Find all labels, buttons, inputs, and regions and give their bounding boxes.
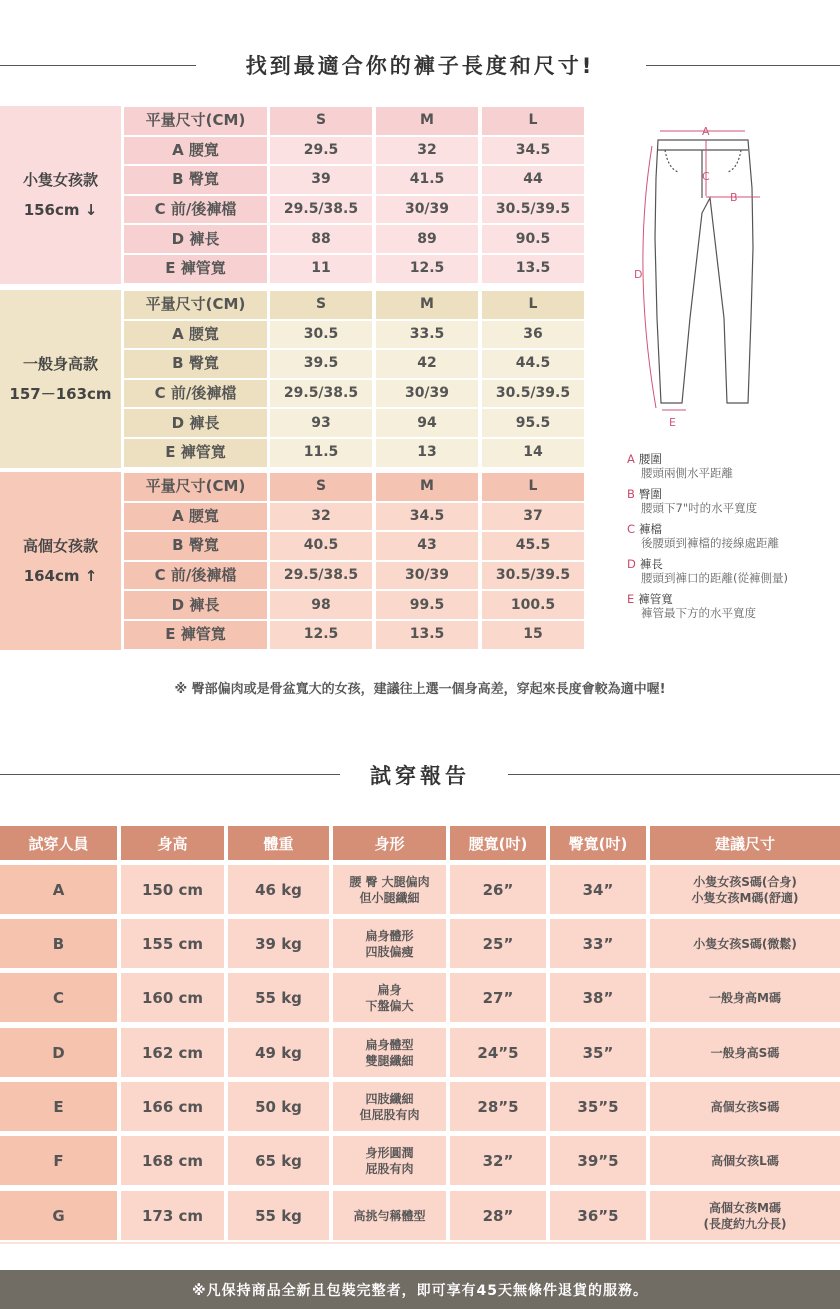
report-cell-weight: 55 kg — [228, 973, 329, 1022]
report-cell-id: G — [0, 1191, 117, 1240]
size-value-cell: 89 — [376, 225, 478, 253]
size-value-cell: 13.5 — [376, 621, 478, 649]
size-value-cell: 30.5/39.5 — [482, 196, 584, 224]
size-value-cell: 37 — [482, 503, 584, 531]
report-cell-hip: 34” — [550, 865, 646, 914]
report-cell-weight: 39 kg — [228, 919, 329, 968]
report-cell-line: 高個女孩M碼 — [709, 1200, 781, 1215]
size-value-cell: 42 — [376, 350, 478, 378]
report-cell-height: 150 cm — [121, 865, 224, 914]
size-group-height: 164cm ↑ — [23, 566, 98, 585]
report-title: 試穿報告 — [370, 764, 470, 788]
size-header-cell: 平量尺寸(CM) — [124, 107, 267, 135]
report-cell-weight: 46 kg — [228, 865, 329, 914]
diagram-label-c: C — [702, 170, 710, 183]
size-value-cell: 90.5 — [482, 225, 584, 253]
size-value-cell: 29.5/38.5 — [270, 196, 372, 224]
size-value-cell: 44.5 — [482, 350, 584, 378]
size-value-cell: 34.5 — [482, 137, 584, 165]
report-cell-hip: 33” — [550, 919, 646, 968]
size-header-cell: M — [376, 107, 478, 135]
report-cell-line: 小隻女孩S碼(合身) — [693, 874, 797, 889]
report-cell-hip: 35” — [550, 1028, 646, 1077]
size-value-cell: 11 — [270, 255, 372, 283]
size-header-cell: 平量尺寸(CM) — [124, 473, 267, 501]
measure-label-cell: A 腰寬 — [124, 137, 267, 165]
size-value-cell: 15 — [482, 621, 584, 649]
size-value-cell: 11.5 — [270, 439, 372, 467]
report-cell-size — [650, 1028, 840, 1077]
report-cell-line: 但屁股有肉 — [359, 1107, 420, 1122]
report-cell-weight: 50 kg — [228, 1082, 329, 1131]
size-value-cell: 100.5 — [482, 591, 584, 619]
report-header-cell: 腰寬(吋) — [450, 826, 546, 860]
size-header-cell: M — [376, 291, 478, 319]
report-cell-waist: 25” — [450, 919, 546, 968]
report-cell-id: D — [0, 1028, 117, 1077]
report-header-cell: 臀寬(吋) — [550, 826, 646, 860]
size-value-cell: 99.5 — [376, 591, 478, 619]
size-value-cell: 13 — [376, 439, 478, 467]
size-value-cell: 39.5 — [270, 350, 372, 378]
report-cell-waist: 28”5 — [450, 1082, 546, 1131]
report-cell-height: 173 cm — [121, 1191, 224, 1240]
size-value-cell: 88 — [270, 225, 372, 253]
report-header-cell: 身形 — [333, 826, 446, 860]
size-header-cell: S — [270, 473, 372, 501]
return-policy-footer: ※凡保持商品全新且包裝完整者，即可享有45天無條件退貨的服務。 — [0, 1270, 840, 1309]
size-value-cell: 13.5 — [482, 255, 584, 283]
report-cell-line: 雙腿纖細 — [365, 1053, 414, 1068]
report-cell-line: 但小腿纖細 — [359, 890, 420, 905]
report-cell-height: 162 cm — [121, 1028, 224, 1077]
size-value-cell: 98 — [270, 591, 372, 619]
measure-label-cell: E 褲管寬 — [124, 621, 267, 649]
size-value-cell: 43 — [376, 532, 478, 560]
report-cell-hip: 38” — [550, 973, 646, 1022]
measure-label-cell: B 臀寬 — [124, 532, 267, 560]
report-cell-line: 小隻女孩M碼(舒適) — [691, 890, 799, 905]
measure-label-cell: D 褲長 — [124, 225, 267, 253]
size-group-label — [0, 472, 121, 650]
report-cell-line: 小隻女孩S碼(微鬆) — [693, 936, 797, 951]
measure-label-cell: B 臀寬 — [124, 350, 267, 378]
diagram-label-a: A — [702, 125, 710, 138]
size-header-cell: L — [482, 107, 584, 135]
size-value-cell: 45.5 — [482, 532, 584, 560]
report-cell-waist: 26” — [450, 865, 546, 914]
report-cell-waist: 28” — [450, 1191, 546, 1240]
size-value-cell: 12.5 — [376, 255, 478, 283]
report-cell-line: 扁身體型 — [365, 1037, 414, 1052]
legend-item-b: B 臀圍 腰頭下7"吋的水平寬度 — [627, 487, 758, 515]
size-group-name: 高個女孩款 — [22, 536, 98, 555]
report-cell-shape — [333, 919, 446, 968]
size-group-label — [0, 106, 121, 284]
report-cell-line: 扁身 — [377, 982, 402, 997]
size-value-cell: 29.5/38.5 — [270, 380, 372, 408]
report-cell-size — [650, 1191, 840, 1240]
legend-item-d: D 褲長 腰頭到褲口的距離(從褲側量) — [627, 557, 788, 585]
report-cell-line: 一般身高S碼 — [710, 1045, 780, 1060]
report-cell-waist: 32” — [450, 1136, 546, 1185]
size-value-cell: 12.5 — [270, 621, 372, 649]
measure-label-cell: C 前/後褲檔 — [124, 196, 267, 224]
size-value-cell: 30.5/39.5 — [482, 562, 584, 590]
report-cell-size — [650, 1082, 840, 1131]
size-value-cell: 93 — [270, 409, 372, 437]
report-cell-line: 腰 臀 大腿偏肉 — [349, 874, 430, 889]
size-group-height: 157－163cm — [9, 384, 112, 403]
legend-item-a: A 腰圍 腰頭兩側水平距離 — [627, 452, 733, 480]
report-cell-line: 高挑勻稱體型 — [353, 1208, 426, 1223]
size-value-cell: 30.5 — [270, 321, 372, 349]
size-header-cell: L — [482, 291, 584, 319]
diagram-label-d: D — [634, 268, 643, 281]
size-value-cell: 34.5 — [376, 503, 478, 531]
report-cell-shape — [333, 1136, 446, 1185]
diagram-label-e: E — [669, 416, 676, 429]
report-cell-line: 高個女孩L碼 — [711, 1153, 779, 1168]
size-value-cell: 94 — [376, 409, 478, 437]
size-value-cell: 32 — [376, 137, 478, 165]
report-cell-weight: 55 kg — [228, 1191, 329, 1240]
measure-label-cell: A 腰寬 — [124, 503, 267, 531]
size-value-cell: 44 — [482, 166, 584, 194]
report-cell-line: 高個女孩S碼 — [710, 1099, 780, 1114]
size-value-cell: 36 — [482, 321, 584, 349]
size-header-cell: S — [270, 291, 372, 319]
size-value-cell: 32 — [270, 503, 372, 531]
measure-label-cell: A 腰寬 — [124, 321, 267, 349]
report-cell-shape — [333, 973, 446, 1022]
size-value-cell: 30/39 — [376, 562, 478, 590]
size-value-cell: 30.5/39.5 — [482, 380, 584, 408]
report-cell-size — [650, 919, 840, 968]
size-group-name: 一般身高款 — [22, 354, 98, 373]
report-bottom-band — [0, 1242, 840, 1244]
report-cell-shape — [333, 1028, 446, 1077]
report-cell-size — [650, 973, 840, 1022]
report-cell-waist: 27” — [450, 973, 546, 1022]
measure-label-cell: E 褲管寬 — [124, 439, 267, 467]
report-cell-hip: 39”5 — [550, 1136, 646, 1185]
report-cell-line: 屁股有肉 — [365, 1161, 414, 1176]
report-cell-height: 155 cm — [121, 919, 224, 968]
report-cell-weight: 65 kg — [228, 1136, 329, 1185]
measure-label-cell: E 褲管寬 — [124, 255, 267, 283]
size-value-cell: 41.5 — [376, 166, 478, 194]
size-header-cell: L — [482, 473, 584, 501]
report-cell-waist: 24”5 — [450, 1028, 546, 1077]
report-cell-id: B — [0, 919, 117, 968]
report-cell-height: 160 cm — [121, 973, 224, 1022]
measure-label-cell: C 前/後褲檔 — [124, 562, 267, 590]
report-cell-line: 一般身高M碼 — [709, 990, 781, 1005]
report-cell-hip: 35”5 — [550, 1082, 646, 1131]
measurement-legend — [627, 452, 788, 620]
report-cell-line: (長度約九分長) — [703, 1216, 787, 1231]
measure-label-cell: C 前/後褲檔 — [124, 380, 267, 408]
report-cell-height: 168 cm — [121, 1136, 224, 1185]
size-header-cell: 平量尺寸(CM) — [124, 291, 267, 319]
report-cell-line: 四肢纖細 — [365, 1091, 414, 1106]
report-cell-hip: 36”5 — [550, 1191, 646, 1240]
report-cell-line: 四肢偏瘦 — [365, 944, 414, 959]
report-cell-id: C — [0, 973, 117, 1022]
report-cell-height: 166 cm — [121, 1082, 224, 1131]
report-cell-id: E — [0, 1082, 117, 1131]
size-value-cell: 30/39 — [376, 380, 478, 408]
legend-item-c: C 褲檔 後腰頭到褲檔的接線處距離 — [627, 522, 779, 550]
size-value-cell: 95.5 — [482, 409, 584, 437]
size-value-cell: 14 — [482, 439, 584, 467]
report-cell-shape — [333, 865, 446, 914]
report-cell-id: F — [0, 1136, 117, 1185]
pants-measurement-diagram — [620, 118, 780, 438]
legend-item-e: E 褲管寬 褲管最下方的水平寬度 — [627, 592, 756, 620]
measure-label-cell: D 褲長 — [124, 409, 267, 437]
size-section-title: 找到最適合你的褲子長度和尺寸! — [245, 54, 595, 78]
report-header-cell: 建議尺寸 — [650, 826, 840, 860]
size-group-label — [0, 290, 121, 468]
report-cell-shape — [333, 1082, 446, 1131]
report-cell-id: A — [0, 865, 117, 914]
size-header-cell: M — [376, 473, 478, 501]
diagram-label-b: B — [730, 191, 738, 204]
report-header-cell: 身高 — [121, 826, 224, 860]
size-value-cell: 29.5/38.5 — [270, 562, 372, 590]
size-group-name: 小隻女孩款 — [22, 170, 98, 189]
report-cell-line: 身形圓潤 — [365, 1145, 414, 1160]
measure-label-cell: B 臀寬 — [124, 166, 267, 194]
size-value-cell: 33.5 — [376, 321, 478, 349]
report-cell-line: 扁身體形 — [365, 928, 414, 943]
report-header-cell: 體重 — [228, 826, 329, 860]
size-note: ※ 臀部偏肉或是骨盆寬大的女孩，建議往上選一個身高差，穿起來長度會較為適中喔! — [174, 682, 666, 697]
size-header-cell: S — [270, 107, 372, 135]
report-cell-shape — [333, 1191, 446, 1240]
size-value-cell: 29.5 — [270, 137, 372, 165]
size-value-cell: 30/39 — [376, 196, 478, 224]
size-value-cell: 40.5 — [270, 532, 372, 560]
size-group-height: 156cm ↓ — [23, 200, 98, 219]
report-cell-size — [650, 865, 840, 914]
report-cell-line: 下盤偏大 — [365, 998, 414, 1013]
report-cell-weight: 49 kg — [228, 1028, 329, 1077]
report-header-cell: 試穿人員 — [0, 826, 117, 860]
report-cell-size — [650, 1136, 840, 1185]
size-value-cell: 39 — [270, 166, 372, 194]
measure-label-cell: D 褲長 — [124, 591, 267, 619]
